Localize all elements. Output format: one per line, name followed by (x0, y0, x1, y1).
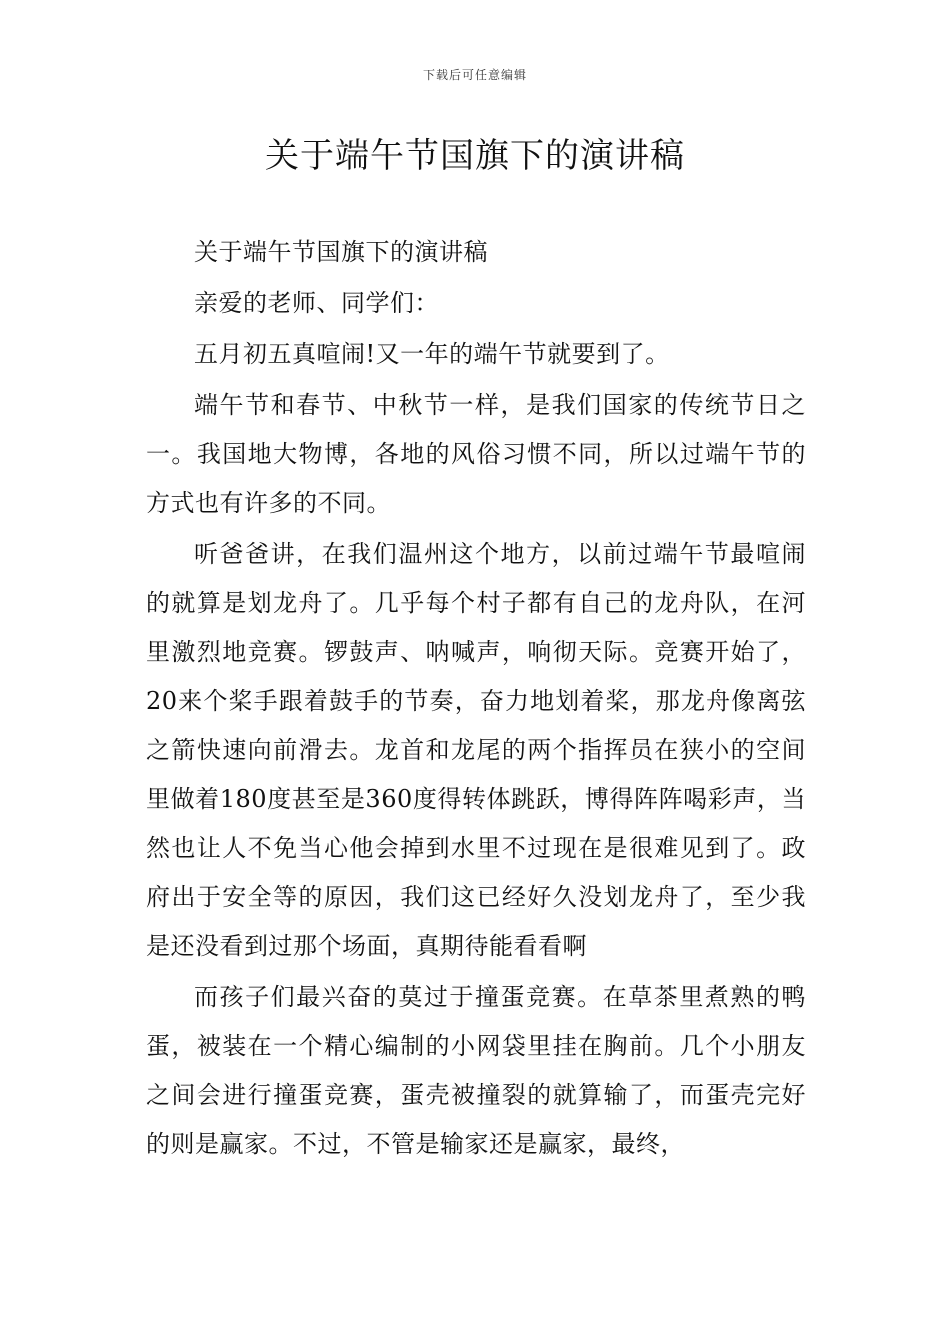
paragraph-subtitle: 关于端午节国旗下的演讲稿 (194, 238, 488, 266)
paragraph-intro: 五月初五真喧闹!又一年的端午节就要到了。 (194, 340, 670, 368)
paragraph-greeting: 亲爱的老师、同学们： (194, 289, 439, 317)
header-note: 下载后可任意编辑 (422, 68, 527, 82)
document-body (146, 228, 806, 1169)
paragraph-tradition: 端午节和春节、中秋节一样，是我们国家的传统节日之一。我国地大物博，各地的风俗习惯不同，所以过端午节的方式也有许多的不同。 (146, 391, 806, 517)
paragraph-egg-contest: 而孩子们最兴奋的莫过于撞蛋竞赛。在草茶里煮熟的鸭蛋，被装在一个精心编制的小网袋里挂在胸前。几个小朋友之间会进行撞蛋竞赛，蛋壳被撞裂的就算输了，而蛋壳完好的则是赢家。不过，不管是输家还是赢家，最终， (146, 983, 806, 1158)
paragraph-dragon-boat: 听爸爸讲，在我们温州这个地方，以前过端午节最喧闹的就算是划龙舟了。几乎每个村子都有自己的龙舟队，在河里激烈地竞赛。锣鼓声、呐喊声，响彻天际。竞赛开始了，20来个桨手跟着鼓手的节奏，奋力地划着桨，那龙舟像离弦之箭快速向前滑去。龙首和龙尾的两个指挥员在狭小的空间里做着180度甚至是360度得转体跳跃，博得阵阵喝彩声，当然也让人不免当心他会掉到水里不过现在是很难见到了。政府出于安全等的原因，我们这已经好久没划龙舟了，至少我是还没看到过那个场面，真期待能看看啊 (146, 540, 806, 960)
document-title: 关于端午节国旗下的演讲稿 (265, 136, 685, 176)
